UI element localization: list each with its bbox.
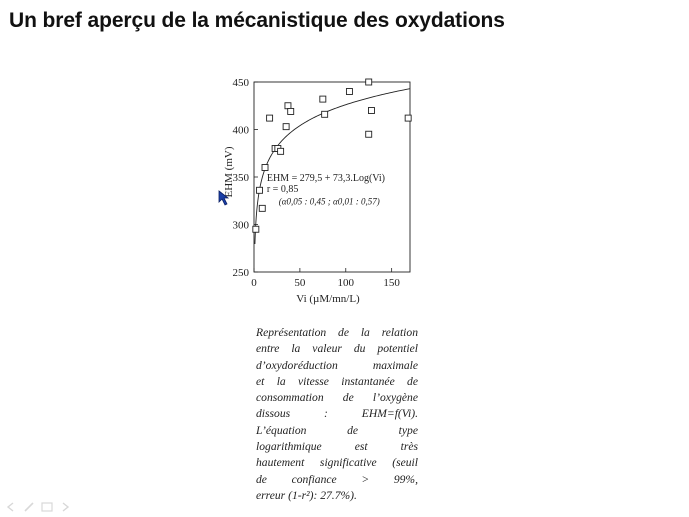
y-tick-label: 300	[232, 219, 249, 232]
caption-line: logarithmique est très	[256, 440, 418, 454]
data-point	[368, 108, 374, 114]
cursor-pen-icon	[216, 190, 230, 206]
data-point	[346, 89, 352, 95]
slide-toolbar	[5, 499, 71, 509]
x-tick-label: 100	[337, 277, 355, 289]
caption-line: dissous : EHM=f(Vi).	[256, 407, 418, 421]
data-point	[285, 103, 291, 109]
prev-slide-icon[interactable]	[5, 499, 17, 509]
data-point	[366, 131, 372, 137]
next-slide-icon[interactable]	[59, 499, 71, 509]
data-point	[253, 226, 259, 232]
x-tick-label: 0	[251, 277, 257, 289]
data-point	[259, 205, 265, 211]
caption-line: de confiance > 99%,	[256, 472, 418, 486]
fit-equation: EHM = 279,5 + 73,3.Log(Vi)	[266, 172, 386, 184]
chart-svg	[210, 70, 420, 310]
caption-line: consommation de l’oxygène	[256, 391, 418, 405]
data-point	[278, 148, 284, 154]
menu-icon[interactable]	[41, 499, 53, 509]
caption-line: L’équation de type	[256, 423, 418, 437]
caption-line: entre la valeur du potentiel	[256, 342, 418, 356]
chart	[210, 70, 420, 310]
figure-caption	[256, 325, 418, 504]
data-point	[283, 124, 289, 130]
alpha-thresholds: (α0,05 : 0,45 ; α0,01 : 0,57)	[278, 196, 380, 207]
y-tick-label: 350	[232, 172, 249, 184]
data-point	[320, 96, 326, 102]
caption-line: et la vitesse instantanée de	[256, 374, 418, 388]
correlation-r: r = 0,85	[266, 184, 299, 196]
y-tick-label: 450	[232, 77, 249, 89]
data-point	[322, 111, 328, 117]
data-point	[257, 187, 263, 193]
data-point	[267, 115, 273, 121]
x-tick-label: 150	[383, 277, 400, 289]
caption-line: Représentation de la relation	[256, 326, 418, 339]
fit-curve	[255, 89, 410, 244]
x-axis-label: Vi (µM/mn/L)	[296, 293, 360, 305]
x-tick-label: 50	[294, 277, 306, 289]
y-tick-label: 250	[232, 267, 249, 279]
data-point	[262, 165, 268, 171]
data-point	[405, 115, 411, 121]
slide-title: Un bref aperçu de la mécanistique des oxydations	[9, 9, 505, 32]
pen-icon[interactable]	[23, 499, 35, 509]
caption-line: hautement significative (seuil	[256, 456, 418, 470]
data-point	[288, 108, 294, 114]
caption-line: erreur (1-r²): 27.7%).	[256, 488, 357, 502]
y-tick-label: 400	[232, 124, 249, 137]
y-axis-label: EHM (mV)	[223, 146, 235, 198]
data-point	[366, 79, 372, 85]
caption-line: d’oxydoréduction maximale	[256, 358, 418, 372]
